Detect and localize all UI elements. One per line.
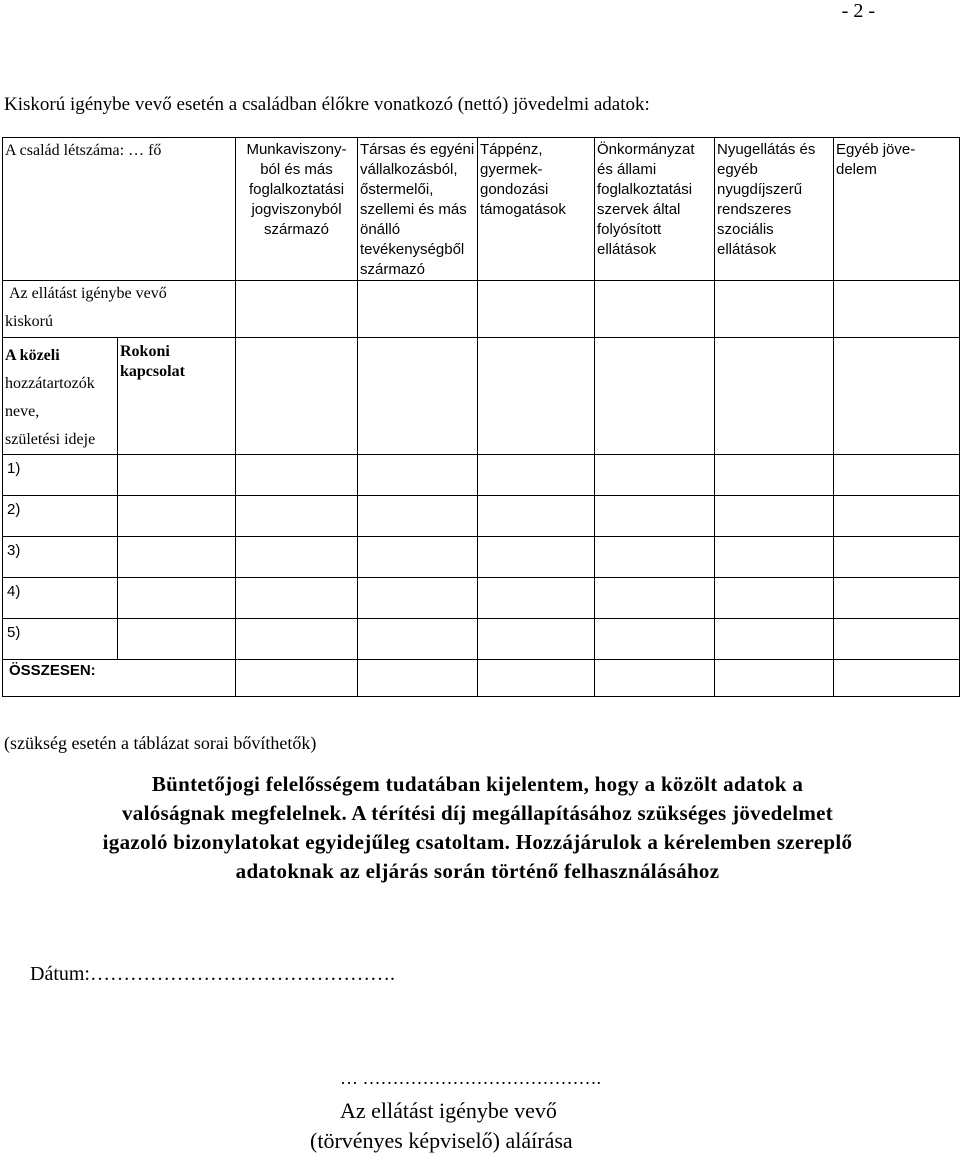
beneficiary-cell — [3, 281, 236, 338]
beneficiary-label-2: kiskorú — [5, 313, 53, 330]
column-header-line: egyéb — [717, 161, 758, 178]
data-cell[interactable] — [118, 537, 236, 578]
data-cell[interactable] — [478, 578, 595, 619]
column-header-employment — [236, 138, 358, 281]
data-cell[interactable] — [358, 537, 478, 578]
data-cell[interactable] — [236, 537, 358, 578]
row-number: 3) — [7, 542, 21, 559]
column-header-line: Egyéb jöve- — [836, 141, 916, 158]
data-cell[interactable] — [478, 496, 595, 537]
total-cell — [3, 660, 236, 697]
column-header-line: szociális — [717, 221, 774, 238]
column-header-business — [358, 138, 478, 281]
data-cell — [236, 660, 358, 697]
column-header-pension — [715, 138, 834, 281]
column-header-line: rendszeres — [717, 201, 792, 218]
data-cell[interactable] — [118, 578, 236, 619]
relation-label-line: Rokoni — [120, 343, 170, 360]
signature-sublabel: (törvényes képviselő) aláírása — [310, 1128, 573, 1153]
data-cell[interactable] — [834, 578, 960, 619]
family-size-cell — [3, 138, 236, 281]
data-cell[interactable] — [715, 619, 834, 660]
data-cell[interactable] — [595, 537, 715, 578]
beneficiary-label-1: Az ellátást igénybe vevő — [9, 285, 167, 302]
statement-line: igazoló bizonylatokat egyidejűleg csatoltam. Hozzájárulok a kérelemben szereplő — [102, 830, 853, 854]
data-cell — [715, 338, 834, 455]
data-cell — [595, 281, 715, 338]
data-cell — [478, 281, 595, 338]
data-cell[interactable] — [236, 578, 358, 619]
data-cell — [236, 338, 358, 455]
relatives-label-line: A közeli — [5, 347, 60, 364]
row-number-cell[interactable] — [3, 619, 118, 660]
data-cell — [715, 660, 834, 697]
table-row — [3, 496, 960, 537]
page-number: - 2 - — [841, 0, 875, 22]
data-cell[interactable] — [834, 496, 960, 537]
column-header-line: vállalkozásból, — [360, 161, 458, 178]
row-number-cell[interactable] — [3, 496, 118, 537]
data-cell — [595, 660, 715, 697]
statement-line: Büntetőjogi felelősségem tudatában kijelentem, hogy a közölt adatok a — [151, 772, 804, 796]
row-number: 4) — [7, 583, 21, 600]
data-cell[interactable] — [834, 537, 960, 578]
column-header-line: és állami — [597, 161, 657, 178]
column-header-line: delem — [836, 161, 877, 178]
column-header-line: tevékenységből — [360, 241, 465, 258]
table-row — [3, 619, 960, 660]
column-header-line: foglalkoztatási — [597, 181, 693, 198]
data-cell[interactable] — [358, 619, 478, 660]
section-heading: Kiskorú igénybe vevő esetén a családban élőkre vonatkozó (nettó) jövedelmi adatok: — [4, 94, 650, 115]
relation-label-line: kapcsolat — [120, 363, 185, 380]
statement-line: valóságnak megfelelnek. A térítési díj megállapításához szükséges jövedelmet — [121, 801, 834, 825]
row-number: 1) — [7, 460, 21, 477]
signature-line[interactable]: … …………………………………. — [340, 1068, 601, 1088]
data-cell[interactable] — [715, 455, 834, 496]
data-cell — [834, 281, 960, 338]
column-header-line: származó — [263, 221, 330, 238]
column-header-line: szervek által — [597, 201, 681, 218]
income-table — [2, 137, 960, 697]
data-cell[interactable] — [358, 578, 478, 619]
data-cell — [715, 281, 834, 338]
table-row — [3, 537, 960, 578]
column-header-line: nyugdíjszerű — [717, 181, 803, 198]
data-cell — [595, 338, 715, 455]
column-header-line: ból és más — [260, 161, 333, 178]
row-number-cell[interactable] — [3, 455, 118, 496]
data-cell[interactable] — [118, 455, 236, 496]
column-header-line: jogviszonyból — [251, 201, 342, 218]
statement-line: adatoknak az eljárás során történő felhasználásához — [235, 859, 720, 883]
data-cell — [358, 338, 478, 455]
column-header-line: származó — [360, 261, 426, 278]
data-cell[interactable] — [715, 537, 834, 578]
data-cell[interactable] — [715, 578, 834, 619]
column-header-other — [834, 138, 960, 281]
total-label: ÖSSZESEN: — [9, 662, 96, 679]
data-cell[interactable] — [478, 537, 595, 578]
data-cell[interactable] — [118, 619, 236, 660]
data-cell[interactable] — [358, 455, 478, 496]
data-cell[interactable] — [478, 619, 595, 660]
column-header-line: gondozási — [480, 181, 549, 198]
data-cell[interactable] — [834, 619, 960, 660]
column-header-line: önálló — [360, 221, 401, 238]
data-cell[interactable] — [118, 496, 236, 537]
column-header-line: folyósított — [597, 221, 662, 238]
column-header-line: Nyugellátás és — [717, 141, 816, 158]
relatives-label-line: hozzátartozók — [5, 375, 95, 392]
column-header-line: Önkormányzat — [597, 141, 695, 158]
data-cell[interactable] — [715, 496, 834, 537]
column-header-line: szellemi és más — [360, 201, 467, 218]
data-cell[interactable] — [595, 455, 715, 496]
data-cell[interactable] — [595, 619, 715, 660]
declaration-statement — [0, 770, 955, 886]
data-cell[interactable] — [236, 496, 358, 537]
column-header-sick-pay — [478, 138, 595, 281]
table-row — [3, 455, 960, 496]
row-number-cell[interactable] — [3, 578, 118, 619]
column-header-line: őstermelői, — [360, 181, 434, 198]
data-cell[interactable] — [236, 619, 358, 660]
column-header-line: támogatások — [480, 201, 566, 218]
data-cell — [478, 660, 595, 697]
relatives-label-line: neve, — [5, 403, 40, 420]
data-cell — [834, 338, 960, 455]
data-cell[interactable] — [478, 455, 595, 496]
column-header-municipal — [595, 138, 715, 281]
data-cell[interactable] — [236, 455, 358, 496]
data-cell — [478, 338, 595, 455]
column-header-line: Munkaviszony- — [246, 141, 347, 158]
relatives-label-line: születési ideje — [5, 431, 96, 448]
data-cell — [834, 660, 960, 697]
column-header-line: foglalkoztatási — [248, 181, 345, 198]
data-cell[interactable] — [595, 496, 715, 537]
row-number: 2) — [7, 501, 21, 518]
date-field[interactable]: Dátum:………………………………………. — [30, 963, 395, 985]
data-cell[interactable] — [595, 578, 715, 619]
column-header-line: ellátások — [597, 241, 657, 258]
data-cell[interactable] — [834, 455, 960, 496]
row-number: 5) — [7, 624, 21, 641]
signature-label: Az ellátást igénybe vevő — [340, 1098, 557, 1123]
table-note: (szükség esetén a táblázat sorai bővíthetők) — [4, 733, 317, 753]
relation-header — [118, 338, 236, 455]
column-header-line: Társas és egyéni — [360, 141, 475, 158]
data-cell — [358, 281, 478, 338]
table-row — [3, 578, 960, 619]
column-header-line: ellátások — [717, 241, 777, 258]
family-size-label: A család létszáma: … fő — [5, 142, 162, 159]
data-cell — [236, 281, 358, 338]
column-header-line: gyermek- — [480, 161, 543, 178]
data-cell — [358, 660, 478, 697]
row-number-cell[interactable] — [3, 537, 118, 578]
data-cell[interactable] — [358, 496, 478, 537]
column-header-line: Táppénz, — [480, 141, 543, 158]
relatives-header — [3, 338, 118, 455]
